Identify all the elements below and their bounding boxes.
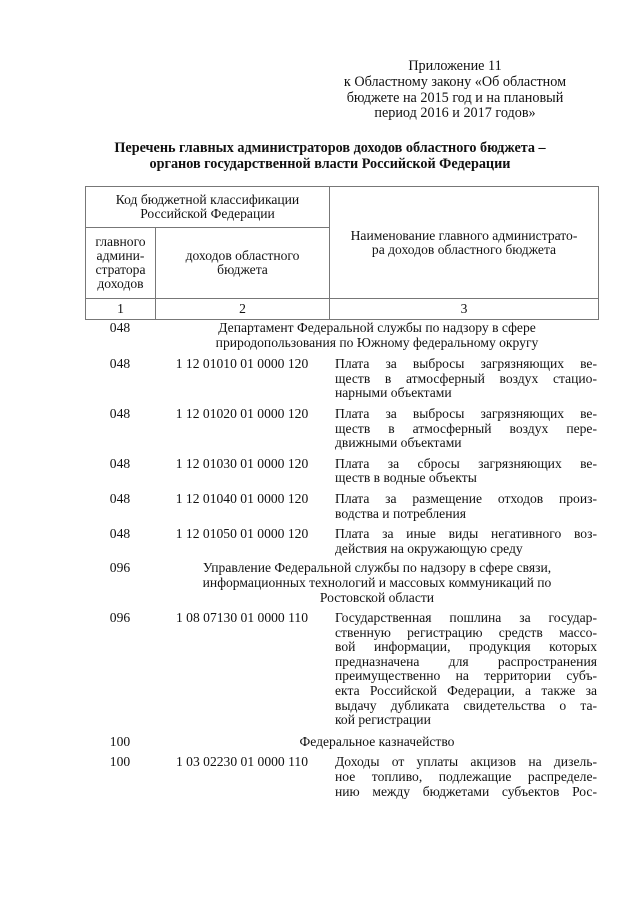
- admin-column-header: [86, 228, 156, 299]
- appendix-line: бюджете на 2015 год и на плановый: [346, 89, 564, 106]
- name-line: екта Российской Федерации, а также за: [335, 683, 597, 699]
- name-line: выдачу дубликата свидетельства о та-: [335, 697, 597, 713]
- name-column-header: [330, 187, 599, 299]
- name-line: ществ в водные объекты: [335, 470, 477, 486]
- document-title: [70, 140, 590, 172]
- income-column-header: [156, 228, 330, 299]
- header-line: доходов областного: [185, 248, 300, 263]
- name-line: Департамент Федеральной службы по надзору в сфере: [218, 320, 536, 335]
- name-line: ное топливо, подлежащие распределе-: [335, 769, 597, 785]
- admin-code-cell: 048: [109, 320, 131, 335]
- header-line: Наименование главного администрато-: [350, 227, 578, 243]
- name-line: информационных технологий и массовых коммуникаций по: [202, 574, 552, 590]
- admin-code-cell: 096: [109, 560, 131, 576]
- header-line: Российской Федерации: [140, 206, 275, 221]
- income-code-cell: 1 12 01010 01 0000 120: [175, 356, 309, 372]
- admin-code-cell: 048: [109, 490, 131, 506]
- appendix-line: к Областному закону «Об областном: [343, 73, 567, 90]
- name-line: кой регистрации: [335, 712, 431, 728]
- name-line: Плата за выбросы загрязняющих ве-: [335, 405, 597, 421]
- administrator-name-cell: [155, 735, 599, 750]
- header-line: стратора: [95, 262, 146, 277]
- name-line: Доходы от уплаты акцизов на дизель-: [335, 754, 597, 770]
- header-line: доходов: [97, 276, 144, 291]
- name-line: Федеральное казначейство: [299, 733, 455, 749]
- name-line: природопользования по Южному федеральному округу: [215, 334, 539, 350]
- header-line: Код бюджетной классификации: [115, 192, 300, 207]
- name-line: водства и потребления: [335, 505, 466, 521]
- name-line: ществ в атмосферный воздух стацио-: [335, 370, 597, 386]
- administrator-name-cell: [155, 561, 599, 605]
- income-code-cell: 1 03 02230 01 0000 110: [175, 754, 309, 770]
- column-number-3: 3: [330, 299, 599, 320]
- admin-code-cell: 096: [109, 610, 131, 626]
- code-group-header: [86, 187, 330, 228]
- header-line: главного: [95, 234, 146, 249]
- title-line: органов государственной власти Российской Федерации: [149, 156, 511, 172]
- name-line: нарными объектами: [335, 385, 452, 401]
- name-line: Плата за иные виды негативного воз-: [335, 526, 597, 542]
- table-row: [85, 492, 599, 521]
- name-line: Государственная пошлина за государ-: [335, 610, 597, 626]
- income-code-cell: 1 12 01040 01 0000 120: [175, 490, 309, 506]
- income-name-cell: [329, 755, 599, 799]
- name-line: Плата за размещение отходов произ-: [335, 490, 597, 506]
- admin-code-cell: 100: [109, 754, 131, 770]
- column-number-1: 1: [86, 299, 156, 320]
- admin-code-cell: 100: [109, 733, 131, 749]
- name-line: действия на окружающую среду: [335, 540, 523, 556]
- header-line: ра доходов областного бюджета: [371, 241, 557, 257]
- income-name-cell: [329, 611, 599, 728]
- group-row: [85, 561, 599, 605]
- table-body: [85, 321, 599, 805]
- name-line: Ростовской области: [319, 589, 435, 605]
- group-row: [85, 321, 599, 350]
- appendix-line: период 2016 и 2017 годов»: [374, 105, 536, 122]
- appendix-note: [330, 59, 580, 122]
- group-row: [85, 735, 599, 750]
- table-row: [85, 457, 599, 486]
- administrator-name-cell: [155, 321, 599, 350]
- name-line: преимущественно на территории субъ-: [335, 668, 597, 684]
- name-line: ществ в атмосферный воздух пере-: [335, 420, 597, 436]
- table-row: [85, 755, 599, 799]
- name-line: Плата за сбросы загрязняющих ве-: [335, 455, 597, 471]
- appendix-line: Приложение 11: [408, 58, 502, 74]
- table-row: [85, 407, 599, 451]
- name-line: движными объектами: [335, 435, 462, 451]
- income-name-cell: [329, 527, 599, 556]
- name-line: предназначена для распространения: [335, 653, 597, 669]
- admin-code-cell: 048: [109, 405, 131, 421]
- table-row: [85, 527, 599, 556]
- income-name-cell: [329, 407, 599, 451]
- admin-code-cell: 048: [109, 356, 131, 372]
- income-name-cell: [329, 492, 599, 521]
- table-row: [85, 611, 599, 728]
- table-row: [85, 357, 599, 401]
- column-number-2: 2: [156, 299, 330, 320]
- name-line: Плата за выбросы загрязняющих ве-: [335, 356, 597, 372]
- title-line: Перечень главных администраторов доходов областного бюджета –: [114, 140, 546, 156]
- name-line: вой информации, продукция которых: [335, 639, 597, 655]
- income-code-cell: 1 12 01050 01 0000 120: [175, 526, 309, 542]
- name-line: Управление Федеральной службы по надзору в сфере связи,: [202, 560, 552, 576]
- income-code-cell: 1 08 07130 01 0000 110: [175, 610, 309, 626]
- admin-code-cell: 048: [109, 526, 131, 542]
- table-header: [85, 186, 599, 320]
- name-line: нию между бюджетами субъектов Рос-: [335, 783, 597, 799]
- name-line: ственную регистрацию средств массо-: [335, 624, 597, 640]
- income-code-cell: 1 12 01020 01 0000 120: [175, 405, 309, 421]
- income-code-cell: 1 12 01030 01 0000 120: [175, 455, 309, 471]
- header-line: админи-: [96, 248, 145, 263]
- admin-code-cell: 048: [109, 455, 131, 471]
- income-name-cell: [329, 457, 599, 486]
- header-line: бюджета: [217, 262, 268, 277]
- income-name-cell: [329, 357, 599, 401]
